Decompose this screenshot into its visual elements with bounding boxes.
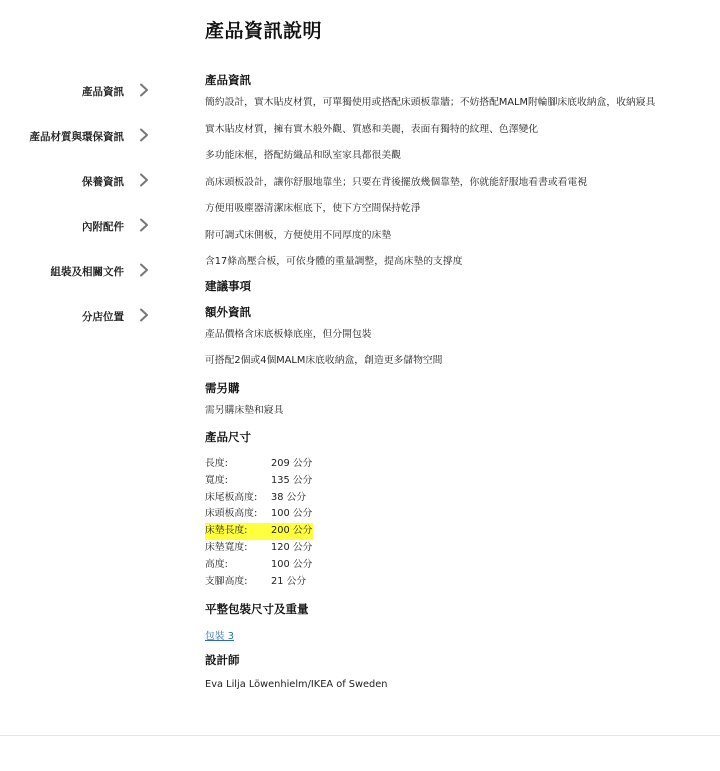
- chevron-right-icon: [137, 128, 151, 142]
- sidebar-item-materials[interactable]: [0, 123, 165, 168]
- chevron-right-icon: [137, 218, 151, 232]
- section-heading-packaging: 平整包裝尺寸及重量: [205, 602, 309, 617]
- chevron-right-icon: [137, 308, 151, 322]
- product-info-line: 簡約設計，實木貼皮材質，可單獨使用或搭配床頭板靠牆；不妨搭配MALM附輪腳床底收納盒，收納寢具: [205, 97, 656, 108]
- dimension-row: [205, 540, 313, 557]
- dimension-value: 21 公分: [271, 575, 307, 587]
- chevron-right-icon: [137, 263, 151, 277]
- sidebar-item-label: 組裝及相關文件: [50, 266, 124, 278]
- sidebar-item-label: 保養資訊: [82, 176, 124, 188]
- product-info-line: 高床頭板設計，讓你舒服地靠坐；只要在背後擺放幾個靠墊，你就能舒服地看書或看電視: [205, 176, 588, 188]
- dimension-row-highlighted: [205, 523, 313, 540]
- dimension-label: 床墊寬度:: [205, 541, 248, 553]
- product-info-line: 含17條高壓合板，可依身體的重量調整，提高床墊的支撐度: [205, 256, 463, 267]
- dimension-row: [205, 490, 313, 507]
- dimensions-table: [205, 456, 705, 590]
- section-heading-extra-info: 額外資訊: [205, 304, 251, 319]
- sidebar-item-included-parts[interactable]: [0, 213, 165, 258]
- dimension-label: 床頭板高度:: [205, 508, 258, 520]
- required-line: 需另購床墊和寢具: [205, 404, 284, 416]
- dimension-label: 高度:: [205, 558, 228, 570]
- product-info-line: 附可調式床側板，方便使用不同厚度的床墊: [205, 229, 392, 241]
- dimension-label: 寬度:: [205, 474, 228, 486]
- extra-info-line: 可搭配2個或4個MALM床底收納盒，創造更多儲物空間: [205, 355, 443, 366]
- sidebar-item-product-info[interactable]: [0, 78, 165, 123]
- dimension-value: 200 公分: [271, 525, 313, 537]
- dimension-value: 38 公分: [271, 491, 307, 503]
- dimension-label: 床尾板高度:: [205, 491, 258, 503]
- dimension-value: 135 公分: [271, 474, 313, 486]
- extra-info-line: 產品價格含床底板條底座，但分開包裝: [205, 328, 372, 340]
- sidebar-item-assembly-docs[interactable]: [0, 258, 165, 303]
- product-info-line: 多功能床框，搭配紡織品和臥室家具都很美觀: [205, 150, 401, 161]
- product-info-line: 實木貼皮材質，擁有實木般外觀、質感和美麗，表面有獨特的紋理、色澤變化: [205, 123, 539, 135]
- dimension-value: 100 公分: [271, 558, 313, 570]
- sidebar-item-label: 產品資訊: [82, 86, 124, 98]
- product-info-line: 方便用吸塵器清潔床框底下，使下方空間保持乾淨: [205, 203, 421, 214]
- dimension-row: [205, 557, 313, 574]
- dimension-label: 床墊長度:: [205, 525, 248, 537]
- sidebar-item-label: 產品材質與環保資訊: [29, 131, 124, 143]
- chevron-right-icon: [137, 173, 151, 187]
- dimension-row: [205, 506, 313, 523]
- dimension-value: 100 公分: [271, 508, 313, 520]
- sidebar-item-care[interactable]: [0, 168, 165, 213]
- dimension-value: 120 公分: [271, 541, 313, 553]
- sidebar-item-label: 分店位置: [82, 311, 124, 323]
- footer-divider: [0, 735, 720, 736]
- dimension-label: 長度:: [205, 458, 228, 469]
- section-heading-suggestions: 建議事項: [205, 278, 251, 293]
- main-content: [205, 70, 705, 699]
- dimension-label: 支腳高度:: [205, 575, 248, 587]
- section-heading-product-info: 產品資訊: [205, 73, 251, 87]
- dimension-row: [205, 456, 313, 473]
- dimension-value: 209 公分: [271, 458, 313, 469]
- dimension-row: [205, 473, 313, 490]
- page-title: 產品資訊說明: [205, 20, 323, 42]
- section-heading-designer: 設計師: [205, 653, 240, 668]
- package-link[interactable]: 包裝 3: [205, 631, 234, 643]
- sidebar-item-store-location[interactable]: [0, 303, 165, 348]
- designer-name: Eva Lilja Löwenhielm/IKEA of Sweden: [205, 679, 388, 691]
- dimension-row: [205, 574, 313, 591]
- sidebar-nav: [0, 78, 165, 348]
- section-heading-dimensions: 產品尺寸: [205, 430, 251, 444]
- chevron-right-icon: [137, 83, 151, 97]
- sidebar-item-label: 內附配件: [82, 221, 124, 233]
- section-heading-required: 需另購: [205, 380, 240, 395]
